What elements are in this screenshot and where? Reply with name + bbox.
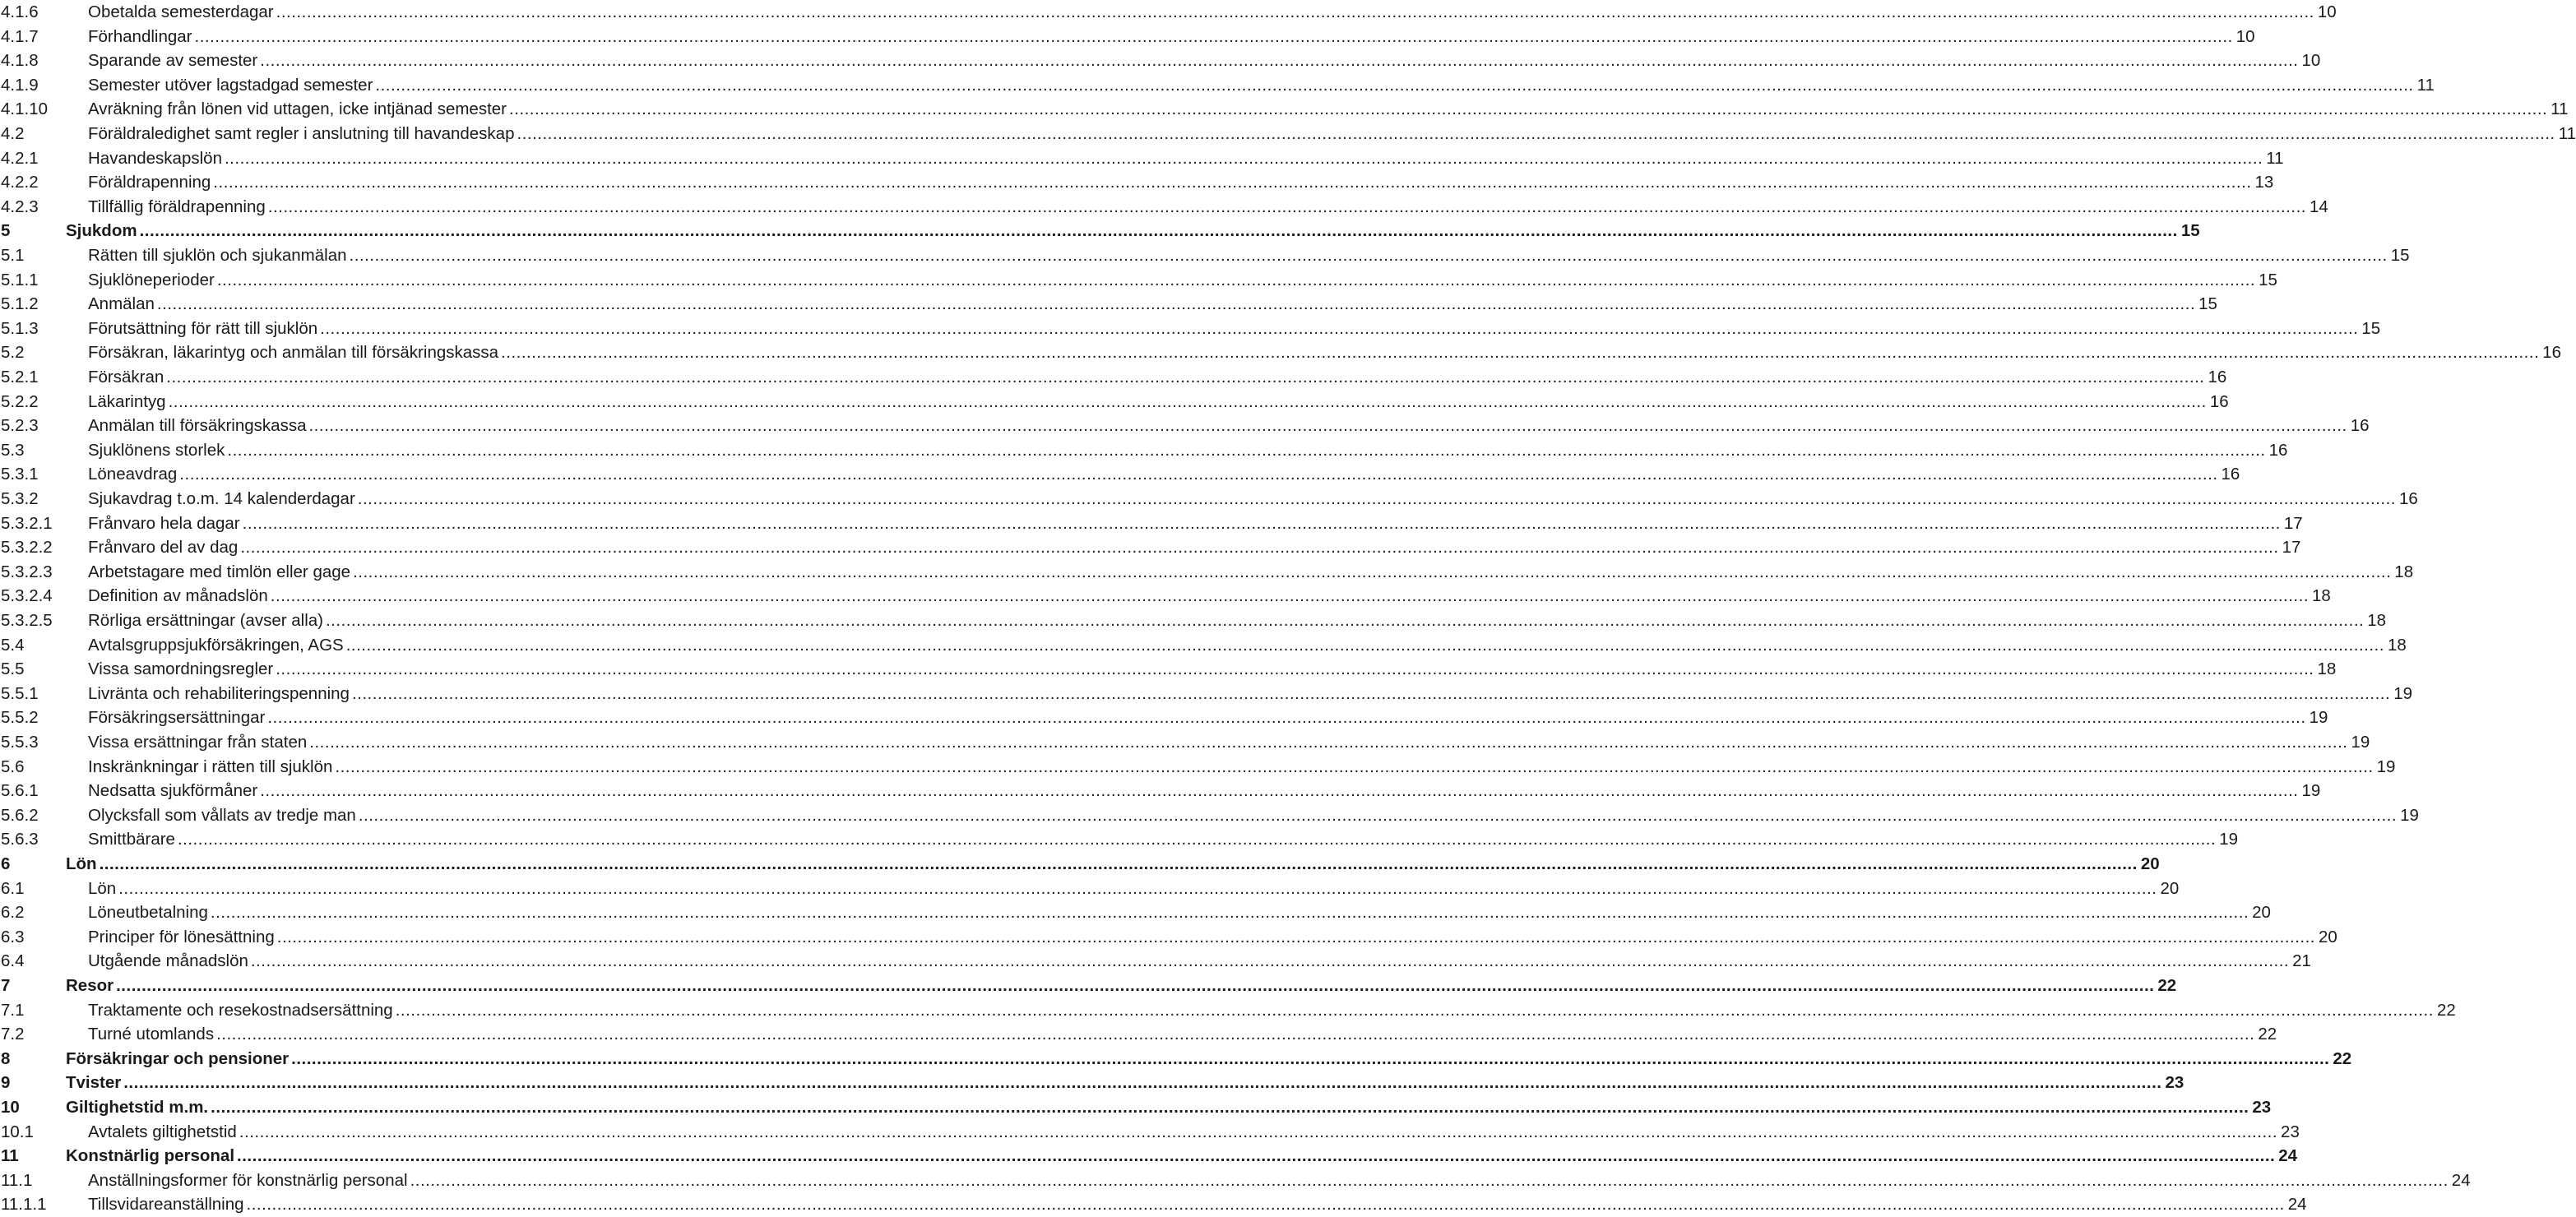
toc-entry-title: Avtalsgruppsjukförsäkringen, AGS xyxy=(88,635,344,655)
toc-entry-number: 4.2.2 xyxy=(1,173,39,192)
toc-entry-page-number: 22 xyxy=(2157,976,2177,995)
toc-entry-number: 5.6.2 xyxy=(1,805,39,825)
dot-leader: ................................................................................................................................................................................................................................................................................................................................................................................................................ xyxy=(308,416,2347,436)
toc-entry-page-number: 22 xyxy=(2258,1025,2277,1044)
toc-entry-number: 5.3.2.4 xyxy=(1,586,53,606)
toc-entry-title: Förhandlingar xyxy=(88,26,192,46)
toc-entry[interactable] xyxy=(0,925,2337,950)
toc-entry-number: 6.1 xyxy=(1,878,25,898)
toc-entry-number: 4.1.8 xyxy=(1,51,39,71)
toc-entry[interactable] xyxy=(0,1168,2471,1193)
toc-entry-title: Föräldraledighet samt regler i anslutning till havandeskap xyxy=(88,124,515,143)
toc-entry-title: Sjukdom xyxy=(66,221,137,241)
dot-leader: ................................................................................................................................................................................................................................................................................................................................................................................................................ xyxy=(325,611,2365,630)
toc-entry-page-number: 16 xyxy=(2208,368,2227,386)
toc-entry-page-number: 16 xyxy=(2268,440,2288,460)
toc-entry-page-number: 17 xyxy=(2282,538,2301,558)
dot-leader: ................................................................................................................................................................................................................................................................................................................................................................................................................ xyxy=(351,683,2391,703)
toc-entry-title: Läkarintyg xyxy=(88,391,166,411)
toc-entry-page-number: 11 xyxy=(2558,124,2576,143)
dot-leader: ................................................................................................................................................................................................................................................................................................................................................................................................................ xyxy=(509,99,2548,119)
toc-entry-number: 5.6.1 xyxy=(1,781,39,801)
toc-entry-page-number: 16 xyxy=(2542,343,2562,363)
toc-entry-number: 6.4 xyxy=(1,951,25,971)
toc-entry-title: Sparande av semester xyxy=(88,51,258,71)
toc-entry-number: 5 xyxy=(1,221,11,241)
dot-leader: ................................................................................................................................................................................................................................................................................................................................................................................................................ xyxy=(267,708,2306,728)
toc-entry-number: 5.6 xyxy=(1,757,25,776)
toc-entry-title: Löneutbetalning xyxy=(88,903,208,923)
toc-entry-page-number: 20 xyxy=(2252,903,2271,923)
toc-entry[interactable] xyxy=(0,317,2381,341)
toc-entry-number: 6.2 xyxy=(1,903,25,923)
toc-entry-title: Frånvaro del av dag xyxy=(88,538,239,558)
toc-entry-number: 5.2 xyxy=(1,343,25,363)
toc-entry-number: 10.1 xyxy=(1,1122,34,1141)
toc-entry[interactable] xyxy=(0,779,2321,803)
dot-leader: ................................................................................................................................................................................................................................................................................................................................................................................................................ xyxy=(357,489,2397,508)
dot-leader: ................................................................................................................................................................................................................................................................................................................................................................................................................ xyxy=(239,1122,2278,1141)
toc-entry-page-number: 19 xyxy=(2309,708,2328,728)
toc-entry-page-number: 23 xyxy=(2281,1122,2300,1141)
toc-entry[interactable] xyxy=(0,560,2414,585)
toc-entry[interactable] xyxy=(0,949,2311,974)
dot-leader: ................................................................................................................................................................................................................................................................................................................................................................................................................ xyxy=(211,1098,2249,1117)
toc-entry-number: 5.5.3 xyxy=(1,733,39,752)
toc-entry-page-number: 19 xyxy=(2400,805,2419,825)
toc-entry-page-number: 14 xyxy=(2310,197,2328,216)
toc-entry-page-number: 11 xyxy=(2416,75,2435,95)
toc-entry-number: 5.2.2 xyxy=(1,391,39,411)
toc-entry-title: Anmälan till försäkringskassa xyxy=(88,416,307,436)
toc-entry-title: Rörliga ersättningar (avser alla) xyxy=(88,611,323,630)
toc-entry[interactable] xyxy=(0,535,2301,560)
toc-entry-page-number: 22 xyxy=(2436,1000,2456,1020)
toc-entry-page-number: 20 xyxy=(2160,878,2180,898)
toc-entry-title: Tvister xyxy=(66,1073,122,1093)
toc-entry-page-number: 24 xyxy=(2278,1146,2298,1166)
toc-entry-page-number: 23 xyxy=(2165,1073,2185,1093)
toc-entry-title: Frånvaro hela dagar xyxy=(88,513,240,533)
dot-leader: ................................................................................................................................................................................................................................................................................................................................................................................................................ xyxy=(118,878,2157,898)
dot-leader: ................................................................................................................................................................................................................................................................................................................................................................................................................ xyxy=(353,562,2392,581)
dot-leader: ................................................................................................................................................................................................................................................................................................................................................................................................................ xyxy=(335,757,2374,776)
toc-entry[interactable] xyxy=(0,25,2255,49)
toc-entry-number: 7 xyxy=(1,976,11,995)
dot-leader: ................................................................................................................................................................................................................................................................................................................................................................................................................ xyxy=(177,830,2217,849)
dot-leader: ................................................................................................................................................................................................................................................................................................................................................................................................................ xyxy=(139,221,2178,241)
toc-entry-page-number: 10 xyxy=(2235,26,2255,46)
toc-entry[interactable] xyxy=(0,682,2413,706)
toc-entry-title: Sjuklöneperioder xyxy=(88,270,215,289)
toc-entry-page-number: 15 xyxy=(2259,270,2277,289)
toc-entry-title: Anställningsformer för konstnärlig personal xyxy=(88,1170,408,1190)
toc-entry-title: Tillsvidareanställning xyxy=(88,1195,244,1215)
toc-entry-title: Havandeskapslön xyxy=(88,148,222,168)
dot-leader: ................................................................................................................................................................................................................................................................................................................................................................................................................ xyxy=(156,294,2196,314)
toc-entry-title: Olycksfall som vållats av tredje man xyxy=(88,805,356,825)
toc-entry-title: Försäkran xyxy=(88,368,164,386)
toc-entry-page-number: 10 xyxy=(2317,2,2337,21)
toc-entry[interactable] xyxy=(0,146,2284,171)
toc-entry[interactable] xyxy=(0,1022,2277,1047)
toc-entry-title: Försäkran, läkarintyg och anmälan till försäkringskassa xyxy=(88,343,499,363)
toc-entry[interactable] xyxy=(0,974,2177,998)
toc-entry-title: Definition av månadslön xyxy=(88,586,268,606)
dot-leader: ................................................................................................................................................................................................................................................................................................................................................................................................................ xyxy=(309,733,2348,752)
toc-entry[interactable] xyxy=(0,49,2321,73)
toc-entry-number: 6 xyxy=(1,854,11,873)
toc-entry[interactable] xyxy=(0,268,2277,293)
dot-leader: ................................................................................................................................................................................................................................................................................................................................................................................................................ xyxy=(276,659,2314,679)
toc-entry-number: 4.2 xyxy=(1,124,25,143)
toc-entry[interactable] xyxy=(0,170,2274,195)
toc-entry-number: 5.5.1 xyxy=(1,683,39,703)
toc-entry-title: Konstnärlig personal xyxy=(66,1146,235,1166)
dot-leader: ................................................................................................................................................................................................................................................................................................................................................................................................................ xyxy=(349,246,2388,265)
toc-entry[interactable] xyxy=(0,1047,2352,1071)
toc-entry-page-number: 20 xyxy=(2140,854,2160,873)
toc-entry-number: 11.1.1 xyxy=(1,1195,47,1215)
toc-entry-number: 8 xyxy=(1,1048,11,1068)
toc-entry[interactable] xyxy=(0,414,2370,438)
toc-entry[interactable] xyxy=(0,122,2576,146)
toc-entry-title: Avräkning från lönen vid uttagen, icke intjänad semester xyxy=(88,99,507,119)
dot-leader: ................................................................................................................................................................................................................................................................................................................................................................................................................ xyxy=(260,781,2299,801)
toc-entry[interactable] xyxy=(0,1192,2307,1217)
toc-entry-number: 5.3.2.1 xyxy=(1,513,53,533)
toc-entry-title: Utgående månadslön xyxy=(88,951,248,971)
toc-entry-page-number: 24 xyxy=(2287,1195,2307,1215)
toc-entry-page-number: 16 xyxy=(2350,416,2370,436)
dot-leader: ................................................................................................................................................................................................................................................................................................................................................................................................................ xyxy=(276,2,2314,21)
toc-entry-number: 4.2.3 xyxy=(1,197,39,216)
toc-entry-page-number: 17 xyxy=(2283,513,2303,533)
toc-entry-title: Nedsatta sjukförmåner xyxy=(88,781,258,801)
toc-entry-page-number: 16 xyxy=(2209,391,2229,411)
toc-entry[interactable] xyxy=(0,462,2240,487)
toc-entry[interactable] xyxy=(0,608,2387,633)
toc-entry-title: Tillfällig föräldrapenning xyxy=(88,197,266,216)
toc-entry-number: 4.1.9 xyxy=(1,75,39,95)
toc-entry-number: 4.2.1 xyxy=(1,148,39,168)
toc-entry[interactable] xyxy=(0,511,2303,536)
toc-entry[interactable] xyxy=(0,195,2328,220)
toc-entry-number: 9 xyxy=(1,1073,11,1093)
dot-leader: ................................................................................................................................................................................................................................................................................................................................................................................................................ xyxy=(246,1195,2285,1215)
toc-entry-title: Vissa samordningsregler xyxy=(88,659,274,679)
toc-entry-page-number: 19 xyxy=(2351,733,2370,752)
toc-entry-title: Turné utomlands xyxy=(88,1025,215,1044)
dot-leader: ................................................................................................................................................................................................................................................................................................................................................................................................................ xyxy=(194,26,2233,46)
toc-entry-number: 5.2.3 xyxy=(1,416,39,436)
toc-entry[interactable] xyxy=(0,0,2337,25)
toc-entry[interactable] xyxy=(0,97,2569,122)
toc-entry-number: 4.1.6 xyxy=(1,2,39,21)
dot-leader: ................................................................................................................................................................................................................................................................................................................................................................................................................ xyxy=(375,75,2414,95)
toc-entry-number: 5.6.3 xyxy=(1,830,39,849)
toc-entry[interactable] xyxy=(0,706,2328,730)
toc-entry-title: Avtalets giltighetstid xyxy=(88,1122,237,1141)
toc-entry-number: 7.1 xyxy=(1,1000,25,1020)
toc-entry-page-number: 22 xyxy=(2333,1048,2352,1068)
toc-entry-page-number: 15 xyxy=(2361,318,2381,338)
toc-entry-number: 6.3 xyxy=(1,927,25,946)
toc-entry-page-number: 18 xyxy=(2394,562,2414,581)
toc-entry-page-number: 18 xyxy=(2367,611,2387,630)
dot-leader: ................................................................................................................................................................................................................................................................................................................................................................................................................ xyxy=(501,343,2540,363)
dot-leader: ................................................................................................................................................................................................................................................................................................................................................................................................................ xyxy=(260,51,2299,71)
toc-entry-page-number: 15 xyxy=(2198,294,2217,314)
toc-entry[interactable] xyxy=(0,827,2239,852)
toc-entry-number: 5.1.1 xyxy=(1,270,39,289)
dot-leader: ................................................................................................................................................................................................................................................................................................................................................................................................................ xyxy=(213,173,2252,192)
toc-entry-page-number: 19 xyxy=(2393,683,2413,703)
toc-entry-title: Försäkringar och pensioner xyxy=(66,1048,290,1068)
toc-entry[interactable] xyxy=(0,755,2396,780)
dot-leader: ................................................................................................................................................................................................................................................................................................................................................................................................................ xyxy=(345,635,2384,655)
toc-entry-page-number: 24 xyxy=(2451,1170,2471,1190)
dot-leader: ................................................................................................................................................................................................................................................................................................................................................................................................................ xyxy=(210,903,2249,923)
toc-entry-number: 5.3.2 xyxy=(1,489,39,508)
toc-entry-page-number: 19 xyxy=(2219,830,2239,849)
toc-entry-title: Livränta och rehabiliteringspenning xyxy=(88,683,350,703)
toc-entry-number: 5.3.2.2 xyxy=(1,538,53,558)
toc-entry[interactable] xyxy=(0,390,2229,414)
toc-entry[interactable] xyxy=(0,73,2435,98)
toc-entry[interactable] xyxy=(0,584,2331,608)
toc-entry-number: 7.2 xyxy=(1,1025,25,1044)
toc-entry[interactable] xyxy=(0,852,2160,877)
dot-leader: ................................................................................................................................................................................................................................................................................................................................................................................................................ xyxy=(270,586,2310,606)
dot-leader: ................................................................................................................................................................................................................................................................................................................................................................................................................ xyxy=(291,1048,2330,1068)
toc-entry-number: 4.1.10 xyxy=(1,99,48,119)
toc-entry-page-number: 20 xyxy=(2319,927,2337,946)
toc-entry-number: 5.1.3 xyxy=(1,318,39,338)
toc-entry-page-number: 23 xyxy=(2252,1098,2272,1117)
dot-leader: ................................................................................................................................................................................................................................................................................................................................................................................................................ xyxy=(240,538,2279,558)
toc-entry[interactable] xyxy=(0,900,2271,925)
dot-leader: ................................................................................................................................................................................................................................................................................................................................................................................................................ xyxy=(237,1146,2276,1166)
toc-entry-page-number: 19 xyxy=(2301,781,2321,801)
toc-entry-number: 5.5.2 xyxy=(1,708,39,728)
dot-leader: ................................................................................................................................................................................................................................................................................................................................................................................................................ xyxy=(179,465,2218,484)
toc-entry[interactable] xyxy=(0,803,2419,828)
toc-entry-title: Obetalda semesterdagar xyxy=(88,2,274,21)
toc-entry-title: Rätten till sjuklön och sjukanmälan xyxy=(88,246,347,265)
dot-leader: ................................................................................................................................................................................................................................................................................................................................................................................................................ xyxy=(166,368,2205,386)
toc-entry[interactable] xyxy=(0,633,2407,658)
toc-entry-page-number: 13 xyxy=(2254,173,2274,192)
toc-entry[interactable] xyxy=(0,365,2227,390)
dot-leader: ................................................................................................................................................................................................................................................................................................................................................................................................................ xyxy=(168,391,2207,411)
toc-entry[interactable] xyxy=(0,1071,2185,1095)
toc-entry[interactable] xyxy=(0,730,2370,755)
toc-entry-title: Sjukavdrag t.o.m. 14 kalenderdagar xyxy=(88,489,355,508)
dot-leader: ................................................................................................................................................................................................................................................................................................................................................................................................................ xyxy=(116,976,2155,995)
toc-entry-title: Försäkringsersättningar xyxy=(88,708,266,728)
toc-entry-number: 5.3.2.3 xyxy=(1,562,53,581)
toc-entry-title: Smittbärare xyxy=(88,830,175,849)
dot-leader: ................................................................................................................................................................................................................................................................................................................................................................................................................ xyxy=(267,197,2306,216)
toc-entry-number: 5.3.1 xyxy=(1,465,39,484)
toc-entry-title: Giltighetstid m.m. xyxy=(66,1098,209,1117)
toc-entry[interactable] xyxy=(0,1144,2298,1168)
toc-entry-title: Lön xyxy=(88,878,117,898)
toc-entry[interactable] xyxy=(0,292,2217,317)
toc-entry-title: Arbetstagare med timlön eller gage xyxy=(88,562,351,581)
toc-entry-page-number: 18 xyxy=(2387,635,2407,655)
dot-leader: ................................................................................................................................................................................................................................................................................................................................................................................................................ xyxy=(395,1000,2434,1020)
toc-entry-page-number: 15 xyxy=(2390,246,2410,265)
toc-entry-page-number: 11 xyxy=(2266,148,2284,168)
toc-entry[interactable] xyxy=(0,340,2562,365)
toc-entry[interactable] xyxy=(0,1120,2300,1145)
toc-entry-page-number: 16 xyxy=(2221,465,2240,484)
toc-entry[interactable] xyxy=(0,998,2456,1023)
toc-entry-title: Lön xyxy=(66,854,97,873)
toc-entry-title: Vissa ersättningar från staten xyxy=(88,733,308,752)
toc-entry-title: Traktamente och resekostnadsersättning xyxy=(88,1000,393,1020)
toc-entry-title: Inskränkningar i rätten till sjuklön xyxy=(88,757,333,776)
toc-entry[interactable] xyxy=(0,877,2180,901)
toc-entry-title: Föräldrapenning xyxy=(88,173,211,192)
toc-entry-title: Principer för lönesättning xyxy=(88,927,275,946)
toc-entry-number: 5.1.2 xyxy=(1,294,39,314)
dot-leader: ................................................................................................................................................................................................................................................................................................................................................................................................................ xyxy=(517,124,2555,143)
toc-entry-page-number: 16 xyxy=(2399,489,2418,508)
dot-leader: ................................................................................................................................................................................................................................................................................................................................................................................................................ xyxy=(216,270,2256,289)
dot-leader: ................................................................................................................................................................................................................................................................................................................................................................................................................ xyxy=(99,854,2138,873)
dot-leader: ................................................................................................................................................................................................................................................................................................................................................................................................................ xyxy=(227,440,2266,460)
toc-entry-number: 5.3 xyxy=(1,440,25,460)
dot-leader: ................................................................................................................................................................................................................................................................................................................................................................................................................ xyxy=(276,927,2315,946)
toc-entry-page-number: 19 xyxy=(2376,757,2396,776)
dot-leader: ................................................................................................................................................................................................................................................................................................................................................................................................................ xyxy=(410,1170,2449,1190)
toc-entry[interactable] xyxy=(0,243,2410,268)
toc-entry[interactable] xyxy=(0,1095,2272,1120)
toc-entry-number: 5.1 xyxy=(1,246,25,265)
toc-entry-title: Löneavdrag xyxy=(88,465,178,484)
dot-leader: ................................................................................................................................................................................................................................................................................................................................................................................................................ xyxy=(320,318,2359,338)
toc-entry-title: Resor xyxy=(66,976,114,995)
toc-entry-number: 5.3.2.5 xyxy=(1,611,53,630)
dot-leader: ................................................................................................................................................................................................................................................................................................................................................................................................................ xyxy=(216,1025,2255,1044)
dot-leader: ................................................................................................................................................................................................................................................................................................................................................................................................................ xyxy=(358,805,2398,825)
toc-entry-page-number: 11 xyxy=(2551,99,2569,119)
toc-entry-page-number: 15 xyxy=(2180,221,2200,241)
toc-entry-number: 11 xyxy=(1,1146,19,1166)
toc-entry-number: 5.5 xyxy=(1,659,25,679)
dot-leader: ................................................................................................................................................................................................................................................................................................................................................................................................................ xyxy=(250,951,2290,971)
toc-entry-page-number: 18 xyxy=(2312,586,2331,606)
toc-entry-title: Sjuklönens storlek xyxy=(88,440,225,460)
toc-entry-number: 11.1 xyxy=(1,1170,33,1190)
toc-entry-title: Förutsättning för rätt till sjuklön xyxy=(88,318,318,338)
toc-entry[interactable] xyxy=(0,438,2288,463)
toc-entry-number: 4.1.7 xyxy=(1,26,39,46)
toc-entry-page-number: 10 xyxy=(2301,51,2321,71)
toc-entry-page-number: 21 xyxy=(2292,951,2311,971)
toc-entry-title: Anmälan xyxy=(88,294,155,314)
toc-entry[interactable] xyxy=(0,487,2418,511)
toc-entry-number: 10 xyxy=(1,1098,20,1117)
dot-leader: ................................................................................................................................................................................................................................................................................................................................................................................................................ xyxy=(242,513,2281,533)
toc-entry-title: Semester utöver lagstadgad semester xyxy=(88,75,373,95)
toc-entry[interactable] xyxy=(0,219,2200,243)
toc-entry-number: 5.4 xyxy=(1,635,25,655)
toc-entry[interactable] xyxy=(0,657,2337,682)
dot-leader: ................................................................................................................................................................................................................................................................................................................................................................................................................ xyxy=(123,1073,2162,1093)
dot-leader: ................................................................................................................................................................................................................................................................................................................................................................................................................ xyxy=(224,148,2263,168)
toc-entry-number: 5.2.1 xyxy=(1,368,39,386)
toc-entry-page-number: 18 xyxy=(2317,659,2337,679)
